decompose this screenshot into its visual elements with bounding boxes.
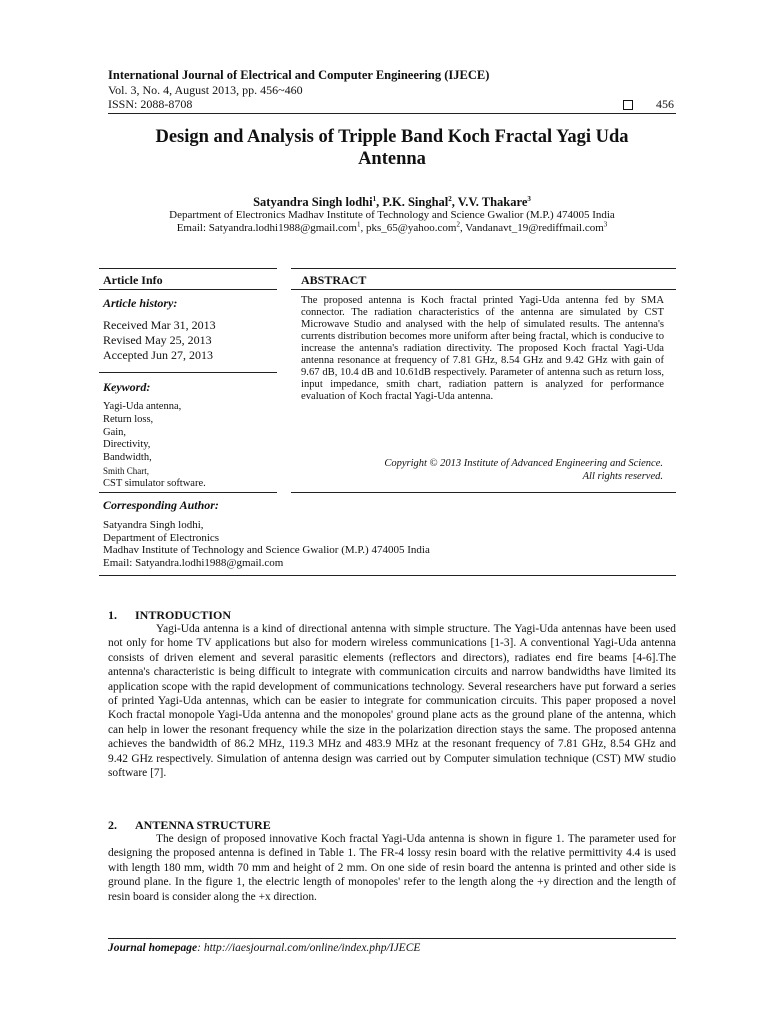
email-3: , Vandanavt_19@rediffmail.com [459,222,604,234]
keyword-item: Yagi-Uda antenna, [103,401,182,412]
front-matter-rule [99,575,676,576]
section-heading-introduction: 1. INTRODUCTION [108,608,232,622]
square-icon [623,100,633,110]
email-1: Email: Satyandra.lodhi1988@gmail.com [176,222,357,234]
abstract-rule-top [291,268,676,269]
author-3-mark: 3 [527,194,531,203]
author-list [108,195,676,210]
author-emails [108,222,676,234]
copyright-line-2: All rights reserved. [582,471,663,482]
history-received: Received Mar 31, 2013 [103,318,216,332]
history-accepted: Accepted Jun 27, 2013 [103,348,213,362]
footer-rule [108,938,676,939]
copyright-line-1: Copyright © 2013 Institute of Advanced Engineering and Science. [384,458,663,469]
keyword-heading: Keyword: [103,380,151,394]
page-number: 456 [656,97,674,111]
keyword-item: Bandwidth, [103,452,152,464]
paper-title [108,126,676,170]
author-1-mark: 1 [372,194,377,203]
keyword-list [103,401,206,491]
abstract-rule-2 [291,289,676,290]
keyword-item: Gain, [103,426,127,438]
history-revised: Revised May 25, 2013 [103,333,212,347]
email-2-mark: 2 [456,220,460,229]
corresponding-details [103,519,430,569]
keyword-item: Return loss, [103,413,154,425]
keyword-item: Directivity, [103,439,151,451]
header-rule [108,113,676,114]
homepage-url[interactable]: : http://iaesjournal.com/online/index.php/IJECE [197,942,421,954]
section-body-antenna-structure: The design of proposed innovative Koch fractal Yagi-Uda antenna is shown in figure 1. The parameter used for designing the proposed antenna is defined in Table 1. The FR-4 lossy resin board with the relative permittivity 4.4 is used with length 180 mm, width 70 mm and height of 2 mm. On one side of resin board the antenna is printed and other side is ground plane. In the figure 1, the electric length of monopoles' refer to the length along the +y direction and the length of resin board is consider along the +x direction. [108,833,676,903]
title-line-2: Antenna [358,149,426,169]
abstract-rule-bottom [291,492,676,493]
author-2: , P.K. Singhal [376,195,449,209]
author-1: Satyandra Singh lodhi [253,195,373,209]
volume-info: Vol. 3, No. 4, August 2013, pp. 456~460 [108,83,303,97]
affiliation: Department of Electronics Madhav Institute of Technology and Science Gwalior (M.P.) 474005 India [169,209,615,221]
email-1-mark: 1 [356,220,361,229]
info-rule-3 [99,372,277,373]
section-body-introduction: Yagi-Uda antenna is a kind of directional antenna with simple structure. The Yagi-Uda antennas have been used not only for home TV applications but also for modern wireless communications [1-3]. A conventional Yagi-Uda antenna consists of driven element and several parasitic elements (reflectors and directors), radiates end fire beams [4-6].The antenna's characteristic is being difficult to integrate with communication circuits and narrow bandwidths have limited its application scope with the rapid development of communications technology. Several researchers have put forward a series of printed Yagi-Uda antennas, which can be easier to integrate for communication circuits. This paper proposed a novel Koch fractal monopole Yagi-Uda antenna and the monopoles' ground plane acts as the ground plane of the antenna, which can help in lower the resonant frequency while the size in the polarization direction stays the same. The proposed antenna achieves the bandwidth of 86.2 MHz, 119.3 MHz and 483.9 MHz at the resonant frequency of 7.81 GHz, 8.54 GHz and 9.42 GHz respectively. Simulation of antenna design was carried out by Computer simulation technique (CST) MW studio software [7]. [108,623,676,780]
info-rule-top [99,268,277,269]
abstract-text: The proposed antenna is Koch fractal printed Yagi-Uda antenna fed by SMA connector. The radiation characteristics of the antenna are simulated by CST Microwave Studio and analysed with the help of simulated results. The antenna's currents distribution becomes more uniform after being fractal, which is conducive to increase the antenna's radiation directivity. The proposed Koch fractal Yagi-Uda antenna resonance at frequency of 7.81 GHz, 8.54 GHz and 9.42 GHz with gain of 9.67 dB, 10.4 dB and 10.61dB respectively. Parameter of antenna such as return loss, input impedance, smith chart, radiation pattern is analyzed for performance evaluation of Koch fractal Yagi-Uda antenna. [301,295,664,402]
corresponding-name: Satyandra Singh lodhi, [103,519,204,531]
author-3: , V.V. Thakare [451,195,528,209]
info-rule-4 [99,492,277,493]
keyword-item: CST simulator software. [103,477,206,489]
history-list [103,318,216,363]
section-heading-antenna-structure: 2. ANTENNA STRUCTURE [108,818,271,832]
corresponding-heading: Corresponding Author: [103,498,219,512]
history-heading: Article history: [103,296,178,310]
corresponding-email: Email: Satyandra.lodhi1988@gmail.com [103,556,284,569]
issn: ISSN: 2088-8708 [108,97,193,111]
journal-name: International Journal of Electrical and Computer Engineering (IJECE) [108,68,490,82]
abstract-heading: ABSTRACT [301,273,367,287]
journal-homepage [108,942,420,954]
author-2-mark: 2 [448,194,452,203]
title-line-1: Design and Analysis of Tripple Band Koch Fractal Yagi Uda [155,127,629,147]
homepage-label: Journal homepage [108,942,198,954]
email-2: , pks_65@yahoo.com [360,222,457,234]
copyright-notice [301,457,663,483]
article-info-heading: Article Info [103,273,163,287]
info-rule-2 [99,289,277,290]
corresponding-institute: Madhav Institute of Technology and Science Gwalior (M.P.) 474005 India [103,544,430,556]
keyword-item: Smith Chart, [103,465,150,476]
corresponding-dept: Department of Electronics [103,531,220,544]
email-3-mark: 3 [603,220,608,229]
